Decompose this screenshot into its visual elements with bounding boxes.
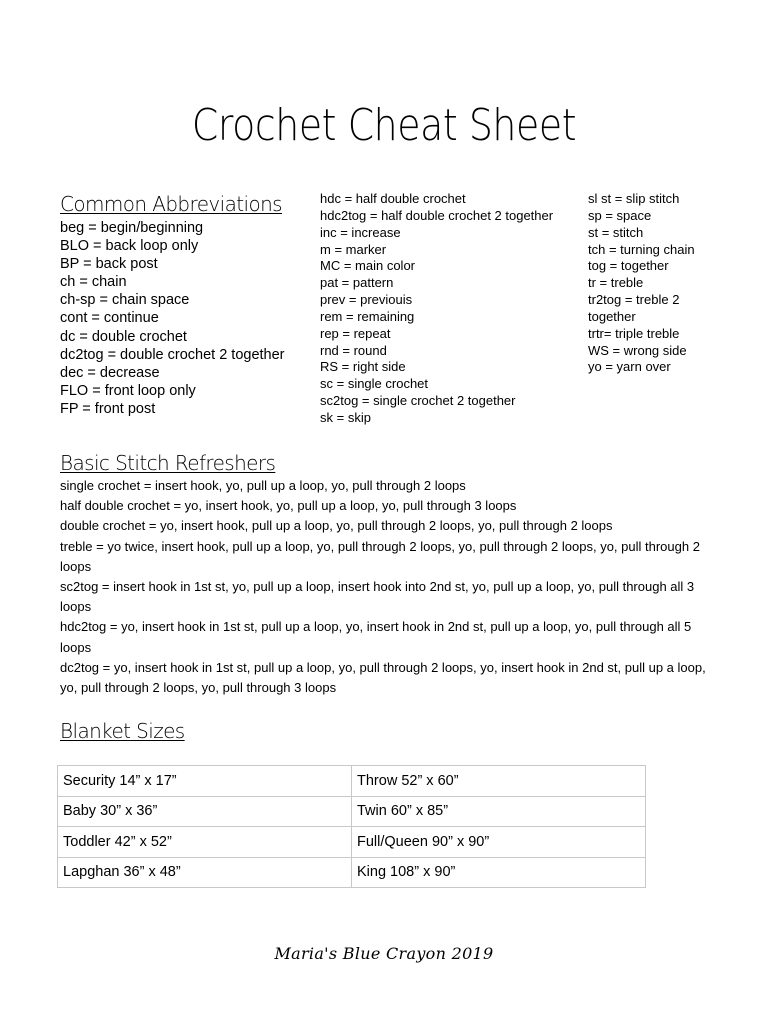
stitch-refresher-list: [60, 476, 710, 698]
footer-signature: Maria's Blue Crayon 2019: [274, 944, 494, 963]
list-item: ch = chain: [60, 274, 127, 291]
list-item: MC = main color: [320, 258, 415, 274]
table-cell: Baby 30” x 36”: [58, 796, 352, 827]
list-item: beg = begin/beginning: [60, 220, 204, 236]
list-item: FP = front post: [60, 400, 156, 417]
table-cell: Twin 60” x 85”: [352, 796, 646, 827]
table-cell: Toddler 42” x 52”: [58, 827, 352, 858]
table-row: [58, 766, 646, 797]
list-item: ch-sp = chain space: [60, 292, 190, 309]
list-item: sl st = slip stitch: [588, 191, 680, 206]
list-item: rep = repeat: [320, 325, 391, 341]
list-item: FLO = front loop only: [60, 382, 196, 399]
table-cell: Security 14” x 17”: [58, 766, 352, 797]
stitch-item: sc2tog = insert hook in 1st st, yo, pull up a loop, insert hook into 2nd st, yo, pull up a loop, yo, pull through all 3 loops: [60, 579, 695, 615]
list-item: dc2tog = double crochet 2 together: [60, 346, 285, 363]
table-row: [58, 857, 646, 888]
list-item: tr = treble: [588, 275, 644, 291]
table-cell: King 108” x 90”: [352, 857, 646, 888]
list-item: sc2tog = single crochet 2 together: [320, 393, 516, 409]
list-item: dec = decrease: [60, 364, 160, 381]
list-item: hdc2tog = half double crochet 2 together: [320, 207, 554, 223]
list-item: sp = space: [588, 207, 652, 223]
list-item: inc = increase: [320, 224, 401, 240]
table-row: [58, 827, 646, 858]
stitch-item: double crochet = yo, insert hook, pull up a loop, yo, pull through 2 loops, yo, pull through 2 loops: [60, 518, 613, 534]
list-item: pat = pattern: [320, 275, 394, 291]
stitch-item: hdc2tog = yo, insert hook in 1st st, pull up a loop, yo, insert hook in 2nd st, pull up a loop, yo, pull through all 5 loops: [60, 619, 692, 655]
list-item: yo = yarn over: [588, 359, 671, 375]
abbreviation-list-col3: [588, 191, 698, 376]
list-item: BP = back post: [60, 256, 158, 273]
section-heading-stitches: Basic Stitch Refreshers: [60, 451, 276, 475]
stitch-item: half double crochet = yo, insert hook, yo, pull up a loop, yo, pull through 3 loops: [60, 498, 517, 514]
list-item: RS = right side: [320, 359, 406, 375]
list-item: m = marker: [320, 241, 387, 257]
list-item: rem = remaining: [320, 308, 415, 324]
list-item: rnd = round: [320, 342, 387, 358]
list-item: tog = together: [588, 258, 669, 274]
stitch-item: dc2tog = yo, insert hook in 1st st, pull up a loop, yo, pull through 2 loops, yo, insert hook in 2nd st, pull up a loop, yo, pull through 2 loops, yo, pull through 3 loops: [60, 659, 706, 696]
list-item: cont = continue: [60, 310, 159, 327]
list-item: BLO = back loop only: [60, 238, 199, 255]
table-row: [58, 796, 646, 827]
abbreviation-list-col1: [60, 219, 285, 418]
abbreviation-list-col2: [320, 191, 553, 427]
page-title: Crochet Cheat Sheet: [191, 100, 577, 151]
list-item: trtr= triple treble: [588, 325, 680, 341]
table-cell: Full/Queen 90” x 90”: [352, 827, 646, 858]
list-item: dc = double crochet: [60, 328, 187, 345]
stitch-item: single crochet = insert hook, yo, pull up a loop, yo, pull through 2 loops: [60, 478, 466, 493]
stitch-item: treble = yo twice, insert hook, pull up a loop, yo, pull through 2 loops, yo, pull through 2 loops, yo, pull through 2 loops: [60, 538, 700, 574]
list-item: WS = wrong side: [588, 342, 687, 358]
section-heading-abbreviations: Common Abbreviations: [60, 192, 282, 216]
list-item: sc = single crochet: [320, 376, 429, 392]
blanket-sizes-table: [57, 765, 646, 888]
table-cell: Throw 52” x 60”: [352, 766, 646, 797]
table-cell: Lapghan 36” x 48”: [58, 857, 352, 888]
list-item: tr2tog = treble 2 together: [588, 292, 680, 324]
list-item: hdc = half double crochet: [320, 191, 466, 206]
list-item: tch = turning chain: [588, 241, 695, 257]
list-item: st = stitch: [588, 224, 644, 240]
list-item: sk = skip: [320, 409, 371, 425]
list-item: prev = previouis: [320, 292, 413, 308]
section-heading-blankets: Blanket Sizes: [60, 719, 185, 743]
